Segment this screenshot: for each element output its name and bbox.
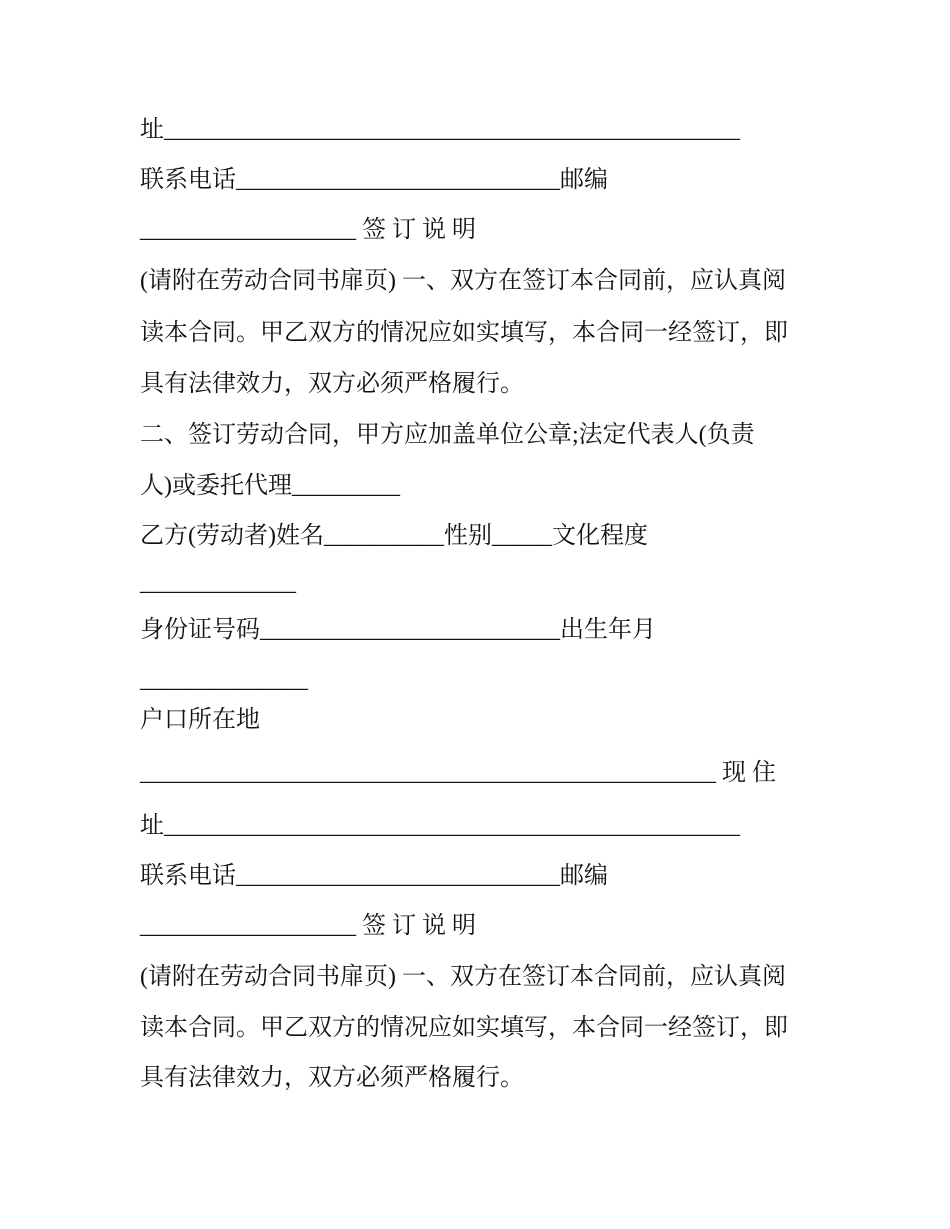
address-line: 址________________________________________________ — [140, 117, 740, 143]
signing-notes-heading: __________________ 签 订 说 明 — [140, 217, 476, 243]
household-registration-label: 户口所在地 — [140, 707, 260, 733]
employee-name-line: 乙方(劳动者)姓名__________性别_____文化程度 — [140, 523, 648, 549]
id-number-line: 身份证号码_________________________出生年月 — [140, 617, 656, 643]
phone-postcode-line: 联系电话___________________________邮编 — [140, 167, 608, 193]
notes-paragraph-line: (请附在劳动合同书扉页) 一、双方在签订本合同前，应认真阅 — [140, 964, 786, 990]
notes-paragraph-line: 读本合同。甲乙双方的情况应如实填写，本合同一经签订，即 — [140, 1015, 788, 1041]
household-registration-blank: ________________________________________________ 现 住 — [140, 760, 776, 786]
birth-date-blank: ______________ — [140, 667, 308, 693]
phone-postcode-line: 联系电话___________________________邮编 — [140, 863, 608, 889]
education-blank: _____________ — [140, 570, 296, 596]
notes-paragraph-line: 读本合同。甲乙双方的情况应如实填写，本合同一经签订，即 — [140, 320, 788, 346]
notes-paragraph-line: 具有法律效力，双方必须严格履行。 — [140, 1065, 524, 1091]
notes-paragraph-line: 具有法律效力，双方必须严格履行。 — [140, 371, 524, 397]
signing-notes-heading: __________________ 签 订 说 明 — [140, 913, 476, 939]
address-line: 址________________________________________________ — [140, 813, 740, 839]
agent-line: 人)或委托代理_________ — [140, 473, 400, 499]
notes-paragraph-line: 二、签订劳动合同，甲方应加盖单位公章;法定代表人(负责 — [140, 422, 755, 448]
notes-paragraph-line: (请附在劳动合同书扉页) 一、双方在签订本合同前，应认真阅 — [140, 268, 786, 294]
